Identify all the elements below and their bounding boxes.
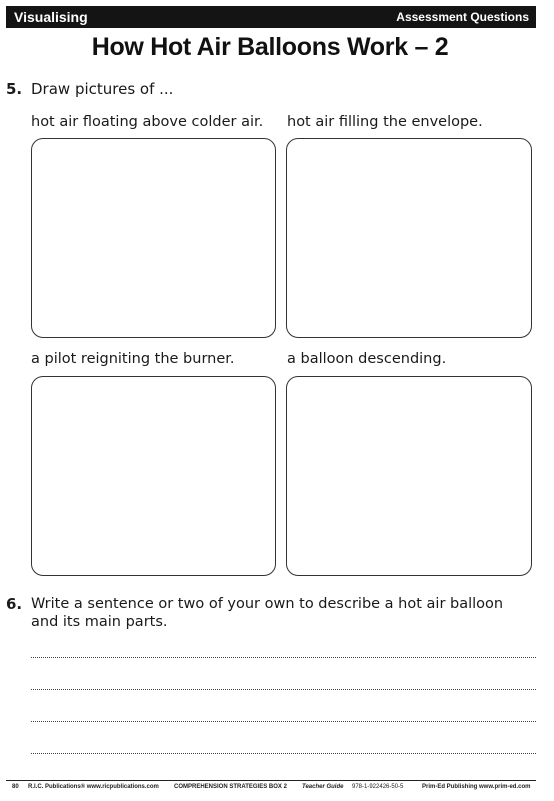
drawing-box-4[interactable] <box>286 376 532 576</box>
header-bar <box>6 6 536 28</box>
caption-hot-air-floating: hot air floating above colder air. <box>31 114 264 130</box>
question-6-number: 6. <box>6 595 23 613</box>
answer-line-3[interactable] <box>31 721 536 722</box>
drawing-box-2[interactable] <box>286 138 532 338</box>
footer-publisher-right: Prim-Ed Publishing www.prim-ed.com <box>422 784 531 790</box>
footer-book-title: COMPREHENSION STRATEGIES BOX 2 <box>174 784 287 790</box>
question-5-prompt: Draw pictures of ... <box>31 80 174 98</box>
footer-page-number: 80 <box>12 784 19 790</box>
question-6-line-1: Write a sentence or two of your own to describe a hot air balloon <box>31 596 504 612</box>
answer-line-4[interactable] <box>31 753 536 754</box>
footer-isbn: 978-1-922426-50-5 <box>352 784 404 790</box>
page-title: How Hot Air Balloons Work – 2 <box>91 33 449 61</box>
footer-publisher-left: R.I.C. Publications® www.ricpublications.com <box>28 784 159 790</box>
drawing-box-1[interactable] <box>31 138 276 338</box>
section-label: Visualising <box>14 9 88 25</box>
section-type-label: Assessment Questions <box>396 10 529 24</box>
answer-line-2[interactable] <box>31 689 536 690</box>
footer-rule <box>6 780 536 781</box>
question-6-line-2: and its main parts. <box>31 614 168 630</box>
answer-line-1[interactable] <box>31 657 536 658</box>
footer-book-subtitle: Teacher Guide <box>302 784 344 790</box>
caption-pilot-reigniting: a pilot reigniting the burner. <box>31 351 235 367</box>
drawing-box-3[interactable] <box>31 376 276 576</box>
caption-hot-air-filling: hot air filling the envelope. <box>287 114 483 130</box>
question-5-number: 5. <box>6 80 23 98</box>
caption-balloon-descending: a balloon descending. <box>287 351 447 367</box>
